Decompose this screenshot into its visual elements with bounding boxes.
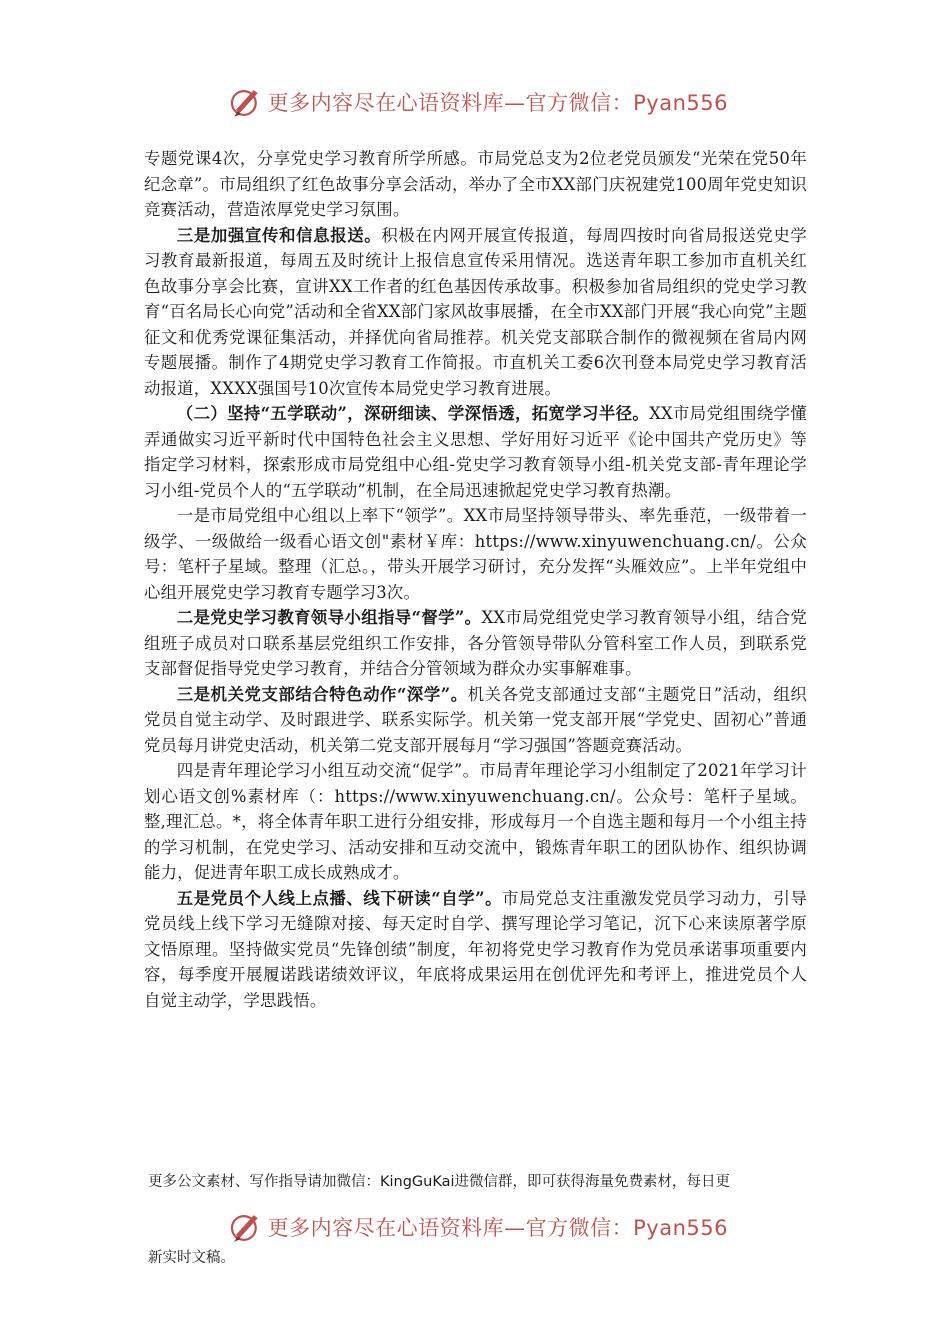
document-body	[144, 146, 807, 1013]
paragraph: 三是机关党支部结合特色动作“深学”。机关各党支部通过支部“主题党日”活动，组织党员自觉主动学、及时跟进学、联系实际学。机关第一党支部开展“学党史、固初心”普通党员每月讲党史活动，机关第二党支部开展每月“学习强国”答题竞赛活动。	[144, 684, 807, 755]
section-heading: （二）坚持“五学联动”，深研细读、学深悟透，拓宽学习半径。	[176, 404, 650, 423]
pen-logo-icon	[228, 1209, 264, 1245]
banner-text: 更多内容尽在心语资料库—官方微信：Pyan556	[267, 1216, 728, 1240]
pen-logo-icon	[228, 84, 264, 120]
footer-note-continued: 新实时文稿。	[148, 1250, 235, 1266]
paragraph: 专题党课4次，分享党史学习教育所学所感。市局党总支为2位老党员颁发“光荣在党50年纪念章”。市局组织了红色故事分享会活动，举办了全市XX部门庆祝建党100周年党史知识竞赛活动，营造浓厚党史学习氛围。	[144, 149, 807, 219]
footer-note: 更多公文素材、写作指导请加微信：KingGuKai进微信群，即可获得海量免费素材，每日更	[148, 1174, 731, 1190]
paragraph: （二）坚持“五学联动”，深研细读、学深悟透，拓宽学习半径。XX市局党组围绕学懂弄通做实习近平新时代中国特色社会主义思想、学好用好习近平《论中国共产党历史》等指定学习材料，探索形成市局党组中心组-党史学习教育领导小组-机关党支部-青年理论学习小组-党员个人的“五学联动”机制，在全局迅速掀起党史学习教育热潮。	[144, 404, 807, 500]
header-banner	[228, 82, 728, 122]
footer-banner	[228, 1207, 728, 1247]
paragraph: 三是加强宣传和信息报送。积极在内网开展宣传报道，每周四按时向省局报送党史学习教育最新报道，每周五及时统计上报信息宣传采用情况。选送青年职工参加市直机关红色故事分享会比赛，宣讲XX工作者的红色基因传承故事。积极参加省局组织的党史学习教育“百名局长心向党”活动和全省XX部门家风故事展播，在全市XX部门开展“我心向党”主题征文和优秀党课征集活动，并择优向省局推荐。机关党支部联合制作的微视频在省局内网专题展播。制作了4期党史学习教育工作简报。市直机关工委6次刊登本局党史学习教育活动报道，XXXX强国号10次宣传本局党史学习教育进展。	[144, 225, 808, 398]
paragraph: 五是党员个人线上点播、线下研读“自学”。市局党总支注重激发党员学习动力，引导党员线上线下学习无缝隙对接、每天定时自学、撰写理论学习笔记，沉下心来读原著学原文悟原理。坚持做实党员“先锋创绩”制度，年初将党史学习教育作为党员承诺事项重要内容，每季度开展履诺践诺绩效评议，年底将成果运用在创优评先和考评上，推进党员个人自觉主动学，学思践悟。	[144, 888, 807, 1010]
paragraph: 一是市局党组中心组以上率下“领学”。XX市局坚持领导带头、率先垂范，一级带着一级学、一级做给一级看心语文创"素材￥库：https://www.xinyuwenchuang.cn/。公众号：笔杆子星域。整理（汇总。，带头开展学习研讨，充分发挥“头雁效应”。上半年党组中心组开展党史学习教育专题学习3次。	[144, 506, 807, 602]
paragraph-heading: 五是党员个人线上点播、线下研读“自学”。	[176, 888, 503, 908]
paragraph-heading: 三是加强宣传和信息报送。	[176, 225, 382, 245]
paragraph-heading: 三是机关党支部结合特色动作“深学”。	[176, 684, 468, 704]
paragraph: 四是青年理论学习小组互动交流“促学”。市局青年理论学习小组制定了2021年学习计划心语文创%素材库（：https://www.xinyuwenchuang.cn/。公众号：笔杆子星域。整,理汇总。*，将全体青年职工进行分组安排，形成每月一个自选主题和每月一个小组主持的学习机制，在党史学习、活动安排和互动交流中，锻炼青年职工的团队协作、组织协调能力，促进青年职工成长成熟成才。	[144, 761, 807, 882]
paragraph: 二是党史学习教育领导小组指导“督学”。XX市局党组党史学习教育领导小组，结合党组班子成员对口联系基层党组织工作安排，各分管领导带队分管科室工作人员，到联系党支部督促指导党史学习教育，并结合分管领域为群众办实事解难事。	[144, 608, 807, 678]
banner-text: 更多内容尽在心语资料库—官方微信：Pyan556	[267, 91, 728, 115]
paragraph-heading: 二是党史学习教育领导小组指导“督学”。	[176, 608, 482, 627]
